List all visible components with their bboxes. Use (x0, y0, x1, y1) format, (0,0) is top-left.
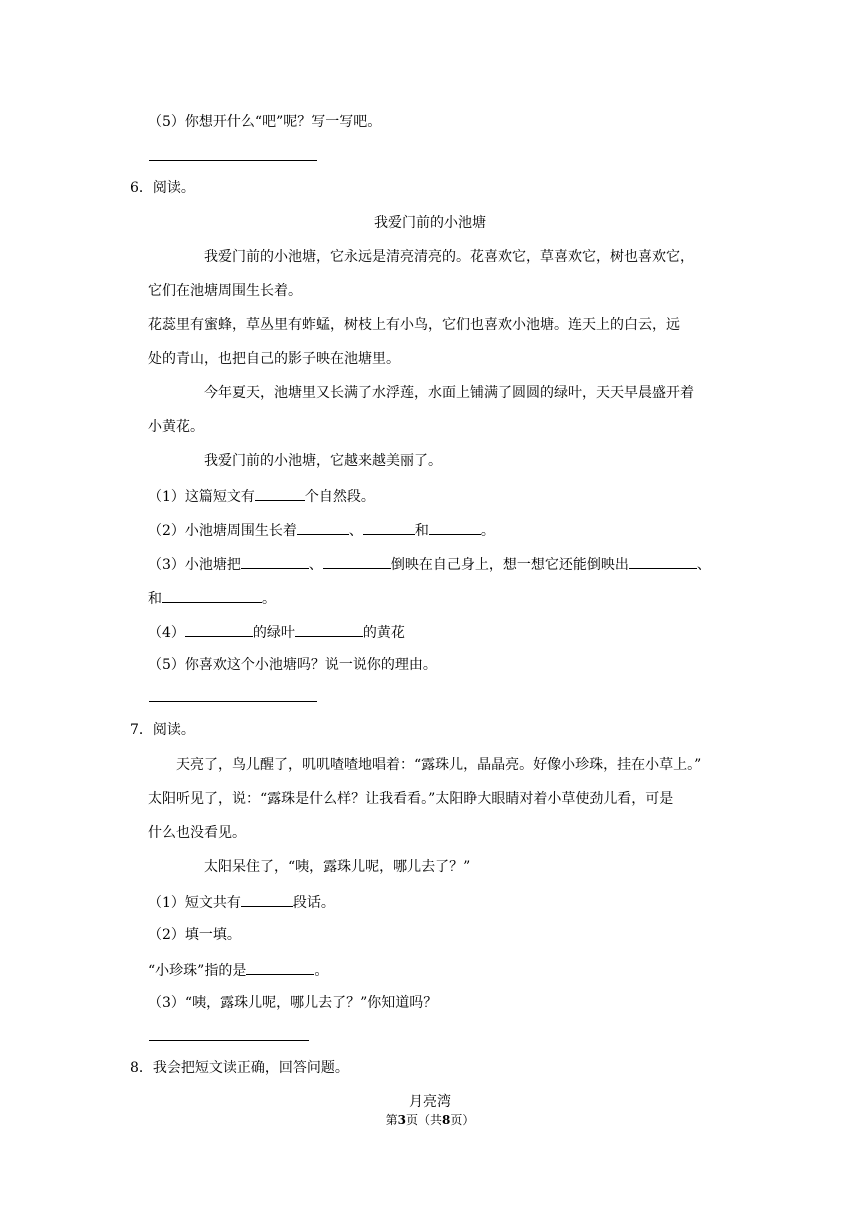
q6-subquestion-5: （5）你喜欢这个小池塘吗？说一说你的理由。 (148, 657, 437, 673)
current-page-number: 3 (397, 1113, 406, 1127)
q7-s1-blank[interactable] (241, 891, 293, 907)
q6-subquestion-3-line1: （3）小池塘把 、 倒映在自己身上，想一想它还能倒映出 、 (148, 553, 711, 575)
q6-para2-line2: 处的青山，也把自己的影子映在池塘里。 (148, 351, 400, 367)
q6-header: 6．阅读。 (130, 180, 195, 196)
q6-subquestion-3-line2: 和 。 (148, 587, 276, 609)
q6-para4: 我爱门前的小池塘，它越来越美丽了。 (204, 453, 442, 469)
q6-subquestion-2: （2）小池塘周围生长着 、 和 。 (148, 519, 495, 541)
q6-s2-blank-1[interactable] (297, 519, 349, 535)
q7-para1-line1: 天亮了，鸟儿醒了，叽叽喳喳地唱着：“露珠儿，晶晶亮。好像小珍珠，挂在小草上。” (176, 757, 702, 773)
q7-s2-blank[interactable] (246, 959, 314, 975)
q7-subquestion-1: （1）短文共有 段话。 (148, 891, 335, 913)
q6-s4-blank-1[interactable] (185, 621, 253, 637)
q6-s3-blank-4[interactable] (162, 587, 262, 603)
q6-subquestion-4: （4） 的绿叶 的黄花 (148, 621, 405, 643)
q5-subquestion-5: （5）你想开什么“吧”呢？写一写吧。 (148, 114, 382, 130)
total-pages-number: 8 (442, 1113, 451, 1127)
q6-passage-title: 我爱门前的小池塘 (374, 215, 486, 231)
q7-subquestion-2: （2）填一填。 (148, 927, 241, 943)
q6-para3-line1: 今年夏天，池塘里又长满了水浮莲，水面上铺满了圆圆的绿叶，天天早晨盛开着 (204, 385, 694, 401)
q6-para3-line2: 小黄花。 (148, 419, 204, 435)
q6-subquestion-1: （1）这篇短文有 个自然段。 (148, 485, 375, 507)
q7-para1-line2: 太阳听见了，说：“露珠是什么样？让我看看。”太阳睁大眼睛对着小草使劲儿看，可是 (148, 791, 674, 807)
q7-subquestion-3: （3）“咦，露珠儿呢，哪儿去了？”你知道吗？ (148, 995, 438, 1011)
q6-para1-line2: 它们在池塘周围生长着。 (148, 283, 302, 299)
q6-para1-line1: 我爱门前的小池塘，它永远是清亮清亮的。花喜欢它，草喜欢它，树也喜欢它， (204, 249, 694, 265)
q6-s3-blank-2[interactable] (323, 553, 391, 569)
q8-header: 8．我会把短文读正确，回答问题。 (130, 1060, 349, 1076)
q7-subquestion-2-prompt: “小珍珠”指的是 。 (148, 959, 328, 981)
page-footer: 第3页（共8页） (385, 1113, 475, 1127)
q6-s1-blank[interactable] (255, 485, 305, 501)
q6-s2-blank-3[interactable] (429, 519, 481, 535)
q7-answer-line[interactable] (149, 1040, 309, 1041)
q6-answer-line[interactable] (149, 701, 317, 702)
q7-para1-line3: 什么也没看见。 (148, 825, 246, 841)
q6-s2-blank-2[interactable] (363, 519, 415, 535)
q6-s3-blank-3[interactable] (629, 553, 697, 569)
q6-s4-blank-2[interactable] (295, 621, 363, 637)
q5-answer-line[interactable] (149, 160, 317, 161)
q6-para2-line1: 花蕊里有蜜蜂，草丛里有蚱蜢，树枝上有小鸟，它们也喜欢小池塘。连天上的白云，远 (148, 317, 680, 333)
q7-para2: 太阳呆住了，“咦，露珠儿呢，哪儿去了？” (204, 859, 471, 875)
q7-header: 7．阅读。 (130, 722, 195, 738)
q8-passage-title: 月亮湾 (409, 1094, 451, 1110)
q6-s3-blank-1[interactable] (241, 553, 309, 569)
